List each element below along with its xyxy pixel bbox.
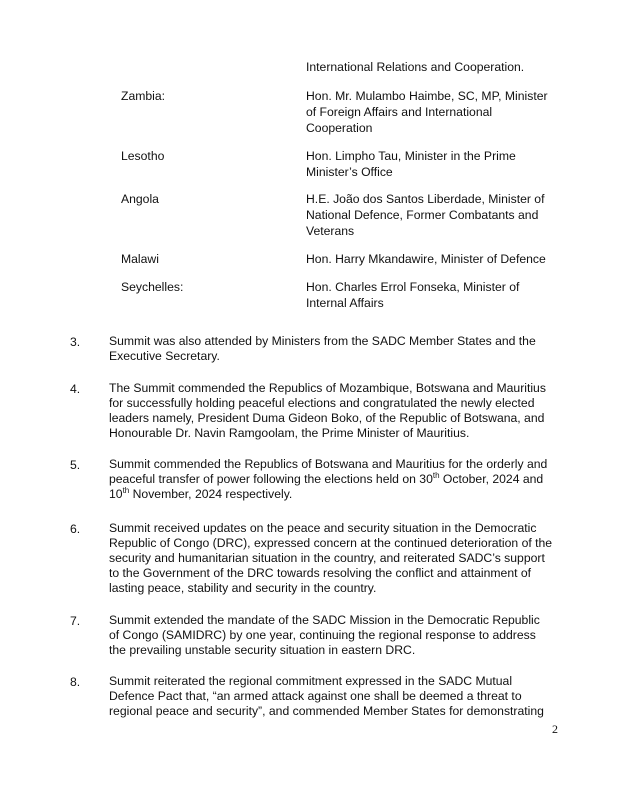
delegate-zambia: Hon. Mr. Mulambo Haimbe, SC, MP, Minister of Foreign Affairs and International Cooperation [306,89,548,135]
paragraph-3: Summit was also attended by Ministers from the SADC Member States and the Executive Secretary. [109,334,536,363]
paragraph-number: 6. [70,522,81,536]
delegate-lesotho: Hon. Limpho Tau, Minister in the Prime Minister’s Office [306,149,516,179]
paragraph-4: The Summit commended the Republics of Mozambique, Botswana and Mauritius for successfully holding peaceful elections and congratulated the newly elected leaders namely, President Duma Gideon Boko, of the Republic of Botswana, and Honourable Dr. Navin Ramgoolam, the Prime Minister of Mauritius. [109,381,546,440]
delegate-seychelles: Hon. Charles Errol Fonseka, Minister of Internal Affairs [306,280,520,310]
paragraph-number: 7. [70,614,81,628]
delegate-continuation: International Relations and Cooperation. [306,60,525,74]
paragraph-6: Summit received updates on the peace and security situation in the Democratic Republic of Congo (DRC), expressed concern at the continued deterioration of the security and humanitarian situation in the country, and reiterated SADC’s support to the Government of the DRC towards resolving the conflict and attainment of lasting peace, stability and security in the country. [109,521,553,595]
country-seychelles: Seychelles: [121,280,184,294]
country-lesotho: Lesotho [121,149,165,163]
paragraph-number: 4. [70,382,81,396]
paragraph-7: Summit extended the mandate of the SADC Mission in the Democratic Republic of Congo (SAMIDRC) by one year, continuing the regional response to address the prevailing unstable security situation in eastern DRC. [109,613,540,657]
paragraph-number: 5. [70,458,81,472]
paragraph-5: Summit commended the Republics of Botswana and Mauritius for the orderly and peaceful transfer of power following the elections held on 30th October, 2024 and 10th November, 2024 respectively. [109,457,548,501]
page-number: 2 [552,722,558,736]
delegate-malawi: Hon. Harry Mkandawire, Minister of Defence [306,252,546,266]
country-malawi: Malawi [121,252,159,266]
paragraph-number: 3. [70,335,81,349]
country-angola: Angola [121,192,159,206]
delegate-angola: H.E. João dos Santos Liberdade, Minister of National Defence, Former Combatants and Veterans [306,192,545,238]
paragraph-number: 8. [70,675,81,689]
paragraph-8: Summit reiterated the regional commitment expressed in the SADC Mutual Defence Pact that, “an armed attack against one shall be deemed a threat to regional peace and security”, and commended Member States for demonstrating [109,674,544,718]
country-zambia: Zambia: [121,89,166,103]
